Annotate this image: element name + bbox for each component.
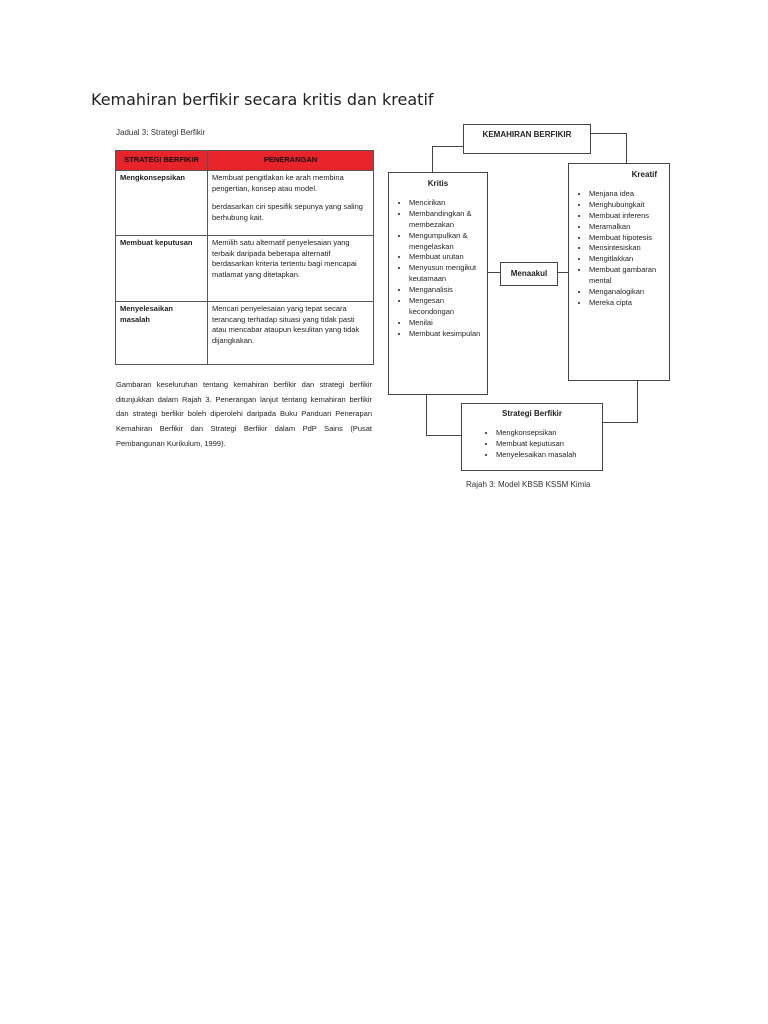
kritis-title: Kritis bbox=[427, 179, 449, 188]
row-description: Mencari penyelesaian yang tepat secara terancang terhadap situasi yang tidak pasti atau mencabar ataupun kesulitan yang tidak dijangkakan. bbox=[208, 302, 374, 365]
row-term: Menyelesaikan masalah bbox=[116, 302, 208, 365]
list-item: • Mensintesiskan bbox=[589, 243, 669, 254]
list-item: • Membandingkan & membezakan bbox=[409, 209, 487, 231]
header-strategi: STRATEGI BERFIKIR bbox=[116, 151, 208, 171]
list-item: • Membuat urutan bbox=[409, 252, 487, 263]
strategi-list bbox=[462, 428, 602, 461]
table-header-row bbox=[116, 151, 374, 171]
list-item: • Meramalkan bbox=[589, 222, 669, 233]
table-row bbox=[116, 171, 374, 236]
list-item: • Mengitlakkan bbox=[589, 254, 669, 265]
connector-line bbox=[637, 379, 638, 422]
connector-line bbox=[426, 435, 461, 436]
row-description: Memilih satu alternatif penyelesaian yang terbaik daripada beberapa alternatif berdasarkan kriteria tertentu bagi mencapai matlamat yang ditetapkan. bbox=[208, 236, 374, 302]
kritis-list bbox=[389, 198, 487, 339]
kritis-box bbox=[388, 172, 488, 395]
list-item: • Membuat keputusan bbox=[496, 439, 602, 450]
diagram-caption: Rajah 3: Model KBSB KSSM Kimia bbox=[466, 480, 591, 489]
row-description-text: Membuat pengitlakan ke arah membina pengertian, konsep atau model. bbox=[212, 173, 344, 193]
list-item: • Mencirikan bbox=[409, 198, 487, 209]
list-item: • Membuat gambaran mental bbox=[589, 265, 669, 287]
list-item: • Menjana idea bbox=[589, 189, 669, 200]
list-item: • Mengumpulkan & mengelaskan bbox=[409, 231, 487, 253]
kreatif-list bbox=[569, 189, 669, 309]
connector-line bbox=[432, 146, 433, 172]
connector-line bbox=[426, 393, 427, 435]
list-item: • Menganalisis bbox=[409, 285, 487, 296]
connector-line bbox=[589, 133, 627, 134]
strategi-berfikir-title: Strategi Berfikir bbox=[501, 409, 563, 418]
list-item: • Membuat hipotesis bbox=[589, 233, 669, 244]
list-item: • Menyusun mengikut keutamaan bbox=[409, 263, 487, 285]
kemahiran-berfikir-title: KEMAHIRAN BERFIKIR bbox=[482, 130, 572, 139]
connector-line bbox=[601, 422, 638, 423]
list-item: • Menghubungkait bbox=[589, 200, 669, 211]
strategy-table bbox=[115, 150, 374, 365]
list-item: • Menganalogikan bbox=[589, 287, 669, 298]
list-item: • Mengkonsepsikan bbox=[496, 428, 602, 439]
kreatif-title: Kreatif bbox=[631, 170, 657, 179]
connector-line bbox=[626, 133, 627, 163]
list-item: • Membuat kesimpulan bbox=[409, 329, 487, 340]
summary-paragraph: Gambaran keseluruhan tentang kemahiran berfikir dan strategi berfikir ditunjukkan dalam Rajah 3. Penerangan lanjut tentang kemahiran berfikir dan strategi berfikir boleh diperolehi daripada Buku Panduan Penerapan Kemahiran Berfikir dan Strategi Berfikir dalam PdP Sains (Pusat Pembangunan Kurikulum, 1999). bbox=[116, 380, 372, 448]
page-title: Kemahiran berfikir secara kritis dan kreatif bbox=[91, 90, 434, 109]
header-penerangan: PENERANGAN bbox=[208, 151, 374, 171]
connector-line bbox=[432, 146, 463, 147]
row-description bbox=[208, 171, 374, 236]
menaakul-box bbox=[500, 262, 558, 286]
list-item: • Membuat inferens bbox=[589, 211, 669, 222]
list-item: • Mereka cipta bbox=[589, 298, 669, 309]
table-caption: Jadual 3: Strategi Berfikir bbox=[116, 128, 206, 137]
kemahiran-berfikir-box bbox=[463, 124, 591, 154]
strategi-berfikir-box bbox=[461, 403, 603, 471]
list-item: • Mengesan kecondongan bbox=[409, 296, 487, 318]
table-row bbox=[116, 236, 374, 302]
list-item: • Menilai bbox=[409, 318, 487, 329]
list-item: • Menyelesaikan masalah bbox=[496, 450, 602, 461]
row-term: Membuat keputusan bbox=[116, 236, 208, 302]
menaakul-title: Menaakul bbox=[510, 269, 548, 278]
row-term: Mengkonsepsikan bbox=[116, 171, 208, 236]
table-row bbox=[116, 302, 374, 365]
kreatif-box bbox=[568, 163, 670, 381]
connector-line bbox=[486, 272, 500, 273]
row-description-text: berdasarkan ciri spesifik sepunya yang saling berhubung kait. bbox=[212, 202, 363, 222]
